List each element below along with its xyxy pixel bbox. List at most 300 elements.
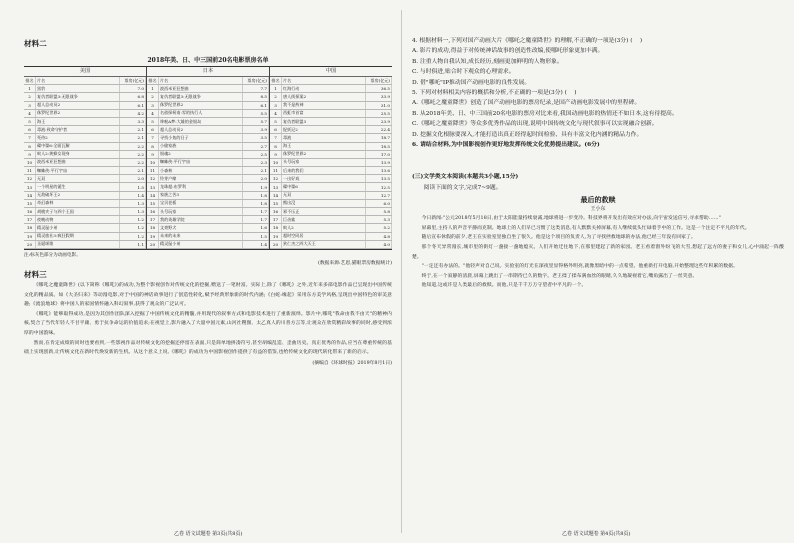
title-cell: 海王 <box>36 117 120 125</box>
box-office-cell: 13.5 <box>366 175 392 183</box>
title-cell: 捉妖记2 <box>282 126 366 134</box>
rank-cell: 5 <box>270 117 282 125</box>
rank-cell: 11 <box>24 167 36 175</box>
title-cell: 狄仁杰之四大天王 <box>282 240 366 248</box>
rank-cell: 11 <box>270 167 282 175</box>
box-office-cell: 1.1 <box>120 240 146 248</box>
rank-cell: 12 <box>270 175 282 183</box>
table-row <box>24 199 146 207</box>
box-office-cell: 5.7 <box>243 117 269 125</box>
table-row <box>270 93 392 101</box>
rank-cell: 2 <box>24 93 36 101</box>
answer-space[interactable] <box>412 150 784 172</box>
title-cell: 红海行动 <box>282 85 366 93</box>
q4-option: A. 影片的成功,得益于对传统神话故事的创造性改编,使哪吒形象更加丰满。 <box>412 48 604 55</box>
rank-cell: 2 <box>270 93 282 101</box>
table-note: 注:标灰色部分为动画电影。 <box>24 252 81 258</box>
title-cell: 超人总动员2 <box>36 101 120 109</box>
column-header: 片名 <box>159 77 243 85</box>
title-cell: 家族之苦3 <box>159 191 243 199</box>
table-row <box>270 216 392 224</box>
left-footer: 乙卷 语文试题卷 第3页(共8页) <box>174 531 243 537</box>
column-header: 票房(亿元) <box>366 77 392 85</box>
table-row <box>270 191 392 199</box>
title-cell: 未来的未来 <box>159 232 243 240</box>
box-office-cell: 23.9 <box>366 117 392 125</box>
rank-cell: 3 <box>24 101 36 109</box>
box-office-cell: 25.5 <box>366 109 392 117</box>
column-header: 排名 <box>147 77 159 85</box>
rank-cell: 4 <box>24 109 36 117</box>
box-office-cell: 1.4 <box>120 191 146 199</box>
table-row <box>270 240 392 248</box>
rank-cell: 15 <box>270 199 282 207</box>
box-office-cell: 18.5 <box>366 142 392 150</box>
rank-cell: 10 <box>270 158 282 166</box>
box-office-tables <box>24 66 392 250</box>
story-paragraph: 终于,在一个寂静的清晨,屏幕上跳出了一串期待已久的数字。老王揉了揉布满血丝的眼睛,久久地凝视着它,嘴角露出了一丝笑意。 <box>421 273 698 279</box>
title-cell: 熊出没 <box>282 199 366 207</box>
table-row <box>24 216 146 224</box>
table-row <box>270 117 392 125</box>
box-office-cell: 5.5 <box>243 109 269 117</box>
rank-cell: 5 <box>147 117 159 125</box>
table-row <box>24 240 146 248</box>
country-name: 日本 <box>147 67 269 77</box>
rank-cell: 15 <box>147 199 159 207</box>
title-cell: 一个明星的诞生 <box>36 183 120 191</box>
rank-cell: 6 <box>24 126 36 134</box>
box-office-cell: 6.8 <box>120 93 146 101</box>
column-header: 票房(亿元) <box>120 77 146 85</box>
rank-cell: 20 <box>270 240 282 248</box>
rank-cell: 6 <box>147 126 159 134</box>
box-office-cell: 17.0 <box>366 150 392 158</box>
table-row <box>24 134 146 142</box>
title-cell: 龙珠超:布罗利 <box>159 183 243 191</box>
box-office-cell: 4.0 <box>366 240 392 248</box>
ranking-table <box>24 77 146 249</box>
q5-option: C.《哪吒之魔童降世》等众多优秀作品的出现,说明中国传统文化与现代叙事可以实现融合创新。 <box>412 121 658 128</box>
box-office-cell: 22.4 <box>366 126 392 134</box>
title-cell: 邪不压正 <box>282 208 366 216</box>
column-header: 片名 <box>36 77 120 85</box>
section3-title: (三)文学类文本阅读(本题共3小题,15分) <box>412 174 519 181</box>
rank-cell: 7 <box>270 134 282 142</box>
q5-option: B. 从2018年美、日、中三国前20名电影的票房对比来看,我国动画电影的热情还不如日本,这有待提高。 <box>412 110 678 117</box>
title-cell: 无双 <box>282 191 366 199</box>
title-cell: 碟中谍6:全面瓦解 <box>36 142 120 150</box>
title-cell: 超人总动员2 <box>159 126 243 134</box>
rank-cell: 1 <box>147 85 159 93</box>
rank-cell: 10 <box>24 158 36 166</box>
table-row <box>270 175 392 183</box>
ranking-table <box>270 77 392 249</box>
story-author: 王小东 <box>590 206 606 213</box>
column-header: 票房(亿元) <box>243 77 269 85</box>
box-office-cell: 3.3 <box>120 117 146 125</box>
title-cell: 蜘蛛侠:平行宇宙 <box>36 167 120 175</box>
question-4-stem <box>412 36 784 46</box>
title-cell: 海王 <box>282 142 366 150</box>
box-office-cell: 2.2 <box>120 150 146 158</box>
table-row <box>147 175 269 183</box>
story-paragraph: 随后宣布休假的前夕,老王在实验室里独自坐了很久。他是这个项目的负责人,为了寻找拯救地球的办法,他已经三年没有回家了。 <box>421 235 696 241</box>
table-row <box>270 224 392 232</box>
answer-bracket[interactable]: ( ) <box>564 90 577 97</box>
title-cell: 夜晚动物 <box>36 216 120 224</box>
table-row <box>270 183 392 191</box>
box-office-cell: 2.1 <box>120 126 146 134</box>
country-name: 中国 <box>270 67 392 77</box>
box-office-cell: 18.7 <box>366 134 392 142</box>
title-cell: 我不是药神 <box>282 101 366 109</box>
rank-cell: 1 <box>24 85 36 93</box>
table-title: 2018年美、日、中三国前20名电影票房名单 <box>147 57 269 64</box>
question-6-stem: 6. 请结合材料,为中国影视创作更好地发挥传统文化优势提出建议。(6分) <box>412 142 600 149</box>
table-row <box>147 167 269 175</box>
table-row <box>270 208 392 216</box>
box-office-cell: 3.9 <box>243 126 269 134</box>
rank-cell: 8 <box>147 142 159 150</box>
rank-cell: 7 <box>24 134 36 142</box>
table-row <box>24 175 146 183</box>
box-office-cell: 1.7 <box>243 208 269 216</box>
table-row <box>147 85 269 93</box>
table-row <box>24 109 146 117</box>
table-row <box>24 232 146 240</box>
rank-cell: 19 <box>24 232 36 240</box>
box-office-cell: 1.8 <box>243 199 269 207</box>
title-cell: 巨齿鲨 <box>282 216 366 224</box>
title-cell: 无双 <box>36 175 120 183</box>
table-row <box>24 93 146 101</box>
title-cell: 碟中谍6 <box>282 183 366 191</box>
title-cell: 精灵鼠小弟 <box>159 240 243 248</box>
material3-label: 材料三 <box>24 269 47 279</box>
title-cell: 银魂2 <box>159 150 243 158</box>
box-office-cell: 2.0 <box>120 175 146 183</box>
title-cell: 精灵鼠小弟 <box>36 224 120 232</box>
table-row <box>147 150 269 158</box>
box-office-cell: 7.7 <box>243 85 269 93</box>
table-row <box>270 232 392 240</box>
rank-cell: 17 <box>24 216 36 224</box>
box-office-cell: 1.6 <box>243 224 269 232</box>
table-row <box>24 101 146 109</box>
title-cell: 复仇者联盟3:无限战争 <box>159 93 243 101</box>
rank-cell: 18 <box>270 224 282 232</box>
rank-cell: 15 <box>24 199 36 207</box>
rank-cell: 18 <box>24 224 36 232</box>
box-office-cell: 1.7 <box>243 216 269 224</box>
title-cell: 胡桃夹子与四个王国 <box>36 208 120 216</box>
table-row <box>270 101 392 109</box>
rank-cell: 8 <box>24 142 36 150</box>
rank-cell: 18 <box>147 224 159 232</box>
table-row <box>270 158 392 166</box>
box-office-cell: 5.2 <box>366 224 392 232</box>
rank-cell: 17 <box>270 216 282 224</box>
title-cell: 一出好戏 <box>282 175 366 183</box>
rank-cell: 6 <box>270 126 282 134</box>
page-divider <box>401 10 402 533</box>
story-paragraph: "一定还有办法的。"他轻声对自己说。实验室的灯光在深夜里显得格外明亮,就像黑暗中的一点希望。他重新打开电脑,开始整理这些年积累的数据。 <box>421 264 738 270</box>
table-row <box>24 142 146 150</box>
rank-cell: 12 <box>147 175 159 183</box>
story-paragraph: 屏幕里,主持人的声音平静而克制。地球上的人们早已习惯了这类消息,有人默默关掉屏幕,有人继续低头忙碌着手中的工作。这是一个注定不平凡的年代。 <box>421 225 750 231</box>
material3-paragraph: 《哪吒》能够取得成功,是因为其创作团队深入挖掘了中国传统文化的精髓,并用现代的叙事方式和电影技术进行了重新演绎。影片中,哪吒"我命由我不由天"的精神内核,契合了当代年轻人不甘平庸、勇于抗争命运的价值追求;在视觉上,影片融入了大量中国元素,山河社稷图、太乙真人的川普方言等,让观众在欣赏精彩故事的同时,感受到浓厚的中国韵味。 <box>24 311 392 336</box>
box-office-cell: 1.3 <box>120 199 146 207</box>
box-office-cell: 12.7 <box>366 191 392 199</box>
q5-stem-text: 5. 下列对材料相关内容的概括和分析,不正确的一项是(3分) <box>412 90 563 97</box>
table-row <box>147 117 269 125</box>
table-row <box>24 126 146 134</box>
rank-cell: 7 <box>147 134 159 142</box>
rank-cell: 11 <box>147 167 159 175</box>
rank-cell: 13 <box>147 183 159 191</box>
box-office-cell: 1.4 <box>243 240 269 248</box>
table-row <box>147 126 269 134</box>
title-cell: 复仇者联盟3 <box>282 117 366 125</box>
box-office-cell: 2.1 <box>120 134 146 142</box>
box-office-cell: 2.1 <box>243 167 269 175</box>
country-name: 美国 <box>24 67 146 77</box>
title-cell: 小森林 <box>159 167 243 175</box>
story-title: 最后的救赎 <box>580 195 616 205</box>
title-cell: 奇幻森林 <box>36 199 120 207</box>
table-row <box>147 224 269 232</box>
title-cell: 小偷家族 <box>159 142 243 150</box>
table-row <box>24 183 146 191</box>
material3-paragraph: 然而,在肯定成绩的同时也要看到,一些影视作品对传统文化的挖掘还停留在表面,只是简单地拼凑符号,甚至胡编乱造、歪曲历史。真正优秀的作品,应当在尊重传统的基础上实现创新,让传统文化在新时代焕发新的生机。从这个意义上说,《哪吒》的成功为中国影视创作提供了有益的借鉴,也给传统文化的现代转化带来了新的启示。 <box>24 340 392 356</box>
title-cell: 头号玩家 <box>159 208 243 216</box>
column-header: 排名 <box>270 77 282 85</box>
country-table-1 <box>146 67 269 249</box>
title-cell: 侏罗纪世界2 <box>282 150 366 158</box>
country-table-2 <box>269 67 392 249</box>
table-row <box>147 183 269 191</box>
box-office-cell: 1.2 <box>120 224 146 232</box>
section3-instruction: 阅读下面的文字,完成7~9题。 <box>423 184 502 191</box>
box-office-cell: 1.3 <box>120 208 146 216</box>
box-office-cell: 6.1 <box>120 101 146 109</box>
table-row <box>147 134 269 142</box>
box-office-cell: 2.7 <box>243 142 269 150</box>
rank-cell: 9 <box>270 150 282 158</box>
title-cell: 我的英雄学院 <box>159 216 243 224</box>
title-cell: 黑豹 <box>36 85 120 93</box>
box-office-cell: 6.0 <box>366 199 392 207</box>
title-cell: 文豪野犬 <box>159 224 243 232</box>
table-row <box>24 158 146 166</box>
title-cell: 精灵旅社3:疯狂假期 <box>36 232 120 240</box>
rank-cell: 16 <box>270 208 282 216</box>
story-paragraph: 那个冬天异常漫长,城市里的街灯一盏接一盏地熄灭。人们开始迁往地下,在那里建起了新的家园。老王看着窗外纷飞的大雪,想起了远方的妻子和女儿,心中涌起一阵酸楚。 <box>412 245 784 260</box>
box-office-cell: 7.0 <box>120 85 146 93</box>
material3-paragraph: 《哪吒之魔童降世》(以下简称《哪吒》)的成功,为整个影视创作对传统文化的挖掘,赠送了一笔财富。实际上,除了《哪吒》之外,近年来多部电影作品已呈现出中国传统文化的精品质。如《大圣归来》等动漫电影,对于中国的神话故事进行了创造性转化,赋予经典形象新的时代内涵;《白蛇:缘起》采用东方美学风格,呈现出中国特色的审美意趣;《流浪地球》将中国人的家国情怀融入科幻叙事,获得了观众的广泛认可。 <box>24 282 392 308</box>
table-row <box>24 85 146 93</box>
box-office-cell: 31.0 <box>366 101 392 109</box>
table-row <box>24 224 146 232</box>
box-office-cell: 2.3 <box>243 158 269 166</box>
box-office-cell: 33.9 <box>366 93 392 101</box>
box-office-cell: 2.1 <box>120 167 146 175</box>
table-header-row <box>147 77 269 85</box>
q4-option: C. 与时俱进,贴合时下观众的心理需求。 <box>412 69 515 76</box>
table-row <box>147 232 269 240</box>
box-office-cell: 1.2 <box>120 232 146 240</box>
q5-option: D. 挖掘文化根脉要深入,才能打造出真正经得起时间检验、具有丰富文化内涵的精品力作。 <box>412 131 643 138</box>
box-office-cell: 5.8 <box>366 208 392 216</box>
table-row <box>270 142 392 150</box>
box-office-cell: 13.9 <box>366 158 392 166</box>
country-table-0 <box>24 67 146 249</box>
rank-cell: 13 <box>270 183 282 191</box>
title-cell: 侏罗纪世界2 <box>36 109 120 117</box>
rank-cell: 10 <box>147 158 159 166</box>
title-cell: 蚁人2:黄蜂女现身 <box>36 150 120 158</box>
q4-stem-text: 4. 根据材料一,下列对国产动画大片《哪吒之魔童降世》的理解,不正确的一项是(3分) <box>412 38 629 44</box>
title-cell: 波西米亚狂想曲 <box>36 158 120 166</box>
title-cell: 毒液:致命守护者 <box>36 126 120 134</box>
table-row <box>270 199 392 207</box>
answer-bracket[interactable]: ( ) <box>630 38 643 44</box>
table-row <box>270 109 392 117</box>
title-cell: 复仇者联盟3:无限战争 <box>36 93 120 101</box>
title-cell: 无敌破坏王2 <box>36 191 120 199</box>
title-cell: 寻找小鱼的日子 <box>159 134 243 142</box>
table-row <box>147 199 269 207</box>
table-row <box>24 208 146 216</box>
rank-cell: 8 <box>270 142 282 150</box>
box-office-cell: 1.2 <box>120 216 146 224</box>
title-cell: 西虹市首富 <box>282 109 366 117</box>
table-row <box>147 142 269 150</box>
q4-option: B. 注重人物自我认知,成长经历,刻画更加鲜明的人物形象。 <box>412 58 563 65</box>
table-row <box>147 93 269 101</box>
column-header: 片名 <box>282 77 366 85</box>
box-office-cell: 2.2 <box>120 142 146 150</box>
title-cell: 唐人街探案2 <box>282 93 366 101</box>
table-row <box>24 191 146 199</box>
box-office-cell: 4.2 <box>120 109 146 117</box>
title-cell: 圣诞颂歌 <box>36 240 120 248</box>
box-office-cell: 13.6 <box>366 167 392 175</box>
table-row <box>270 85 392 93</box>
right-page <box>412 0 784 543</box>
box-office-cell: 2.2 <box>120 158 146 166</box>
table-row <box>147 240 269 248</box>
table-row <box>147 208 269 216</box>
box-office-cell: 3.5 <box>243 134 269 142</box>
box-office-cell: 36.5 <box>366 85 392 93</box>
table-header-row <box>270 77 392 85</box>
story-paragraph: 今日新闻:"公元2018年5月18日,由于太阳能量持续衰减,地球将进一步变冷。科技界将开发出有效应对办法,向宇宙发送信号,寻求帮助……" <box>421 216 721 222</box>
rank-cell: 13 <box>24 183 36 191</box>
rank-cell: 19 <box>147 232 159 240</box>
story-paragraph: 他知道,这或许是人类最后的救赎。而他,只是千千万万守望者中平凡的一个。 <box>421 283 587 289</box>
rank-cell: 19 <box>270 232 282 240</box>
table-row <box>147 101 269 109</box>
box-office-cell: 12.5 <box>366 183 392 191</box>
column-header: 排名 <box>24 77 36 85</box>
box-office-cell: 2.5 <box>243 150 269 158</box>
box-office-cell: 5.3 <box>366 216 392 224</box>
rank-cell: 16 <box>147 208 159 216</box>
q5-option: A.《哪吒之魔童降世》创造了国产动画电影的票房纪录,是国产动画电影发展中的里程碑。 <box>412 100 641 107</box>
ranking-table <box>147 77 269 249</box>
rank-cell: 17 <box>147 216 159 224</box>
title-cell: 后来的我们 <box>282 167 366 175</box>
box-office-cell: 1.8 <box>243 191 269 199</box>
table-row <box>270 126 392 134</box>
box-office-cell: 1.5 <box>243 232 269 240</box>
table-row <box>147 158 269 166</box>
table-row <box>270 150 392 158</box>
rank-cell: 14 <box>147 191 159 199</box>
box-office-cell: 1.9 <box>243 183 269 191</box>
rank-cell: 2 <box>147 93 159 101</box>
question-5-stem <box>412 88 784 98</box>
table-row <box>147 109 269 117</box>
rank-cell: 3 <box>147 101 159 109</box>
title-cell: 铃芽户缔 <box>159 175 243 183</box>
title-cell: 蜘蛛侠:平行宇宙 <box>159 158 243 166</box>
right-footer: 乙卷 语文试题卷 第4页(共8页) <box>562 531 631 537</box>
title-cell: 头号玩家 <box>282 158 366 166</box>
article-source: (摘编自《环球时报》2019年8月1日) <box>312 360 392 366</box>
rank-cell: 20 <box>24 240 36 248</box>
q4-option: D. 借"哪吒"IP推动国产动画电影的良性发展。 <box>412 79 531 86</box>
table-row <box>24 167 146 175</box>
material2-label: 材料二 <box>24 39 47 48</box>
title-cell: 毒液 <box>282 134 366 142</box>
rank-cell: 1 <box>270 85 282 93</box>
table-row <box>24 150 146 158</box>
rank-cell: 5 <box>24 117 36 125</box>
box-office-cell: 1.5 <box>120 183 146 191</box>
title-cell: 侏罗纪世界2 <box>159 101 243 109</box>
title-cell: 宝贝老板 <box>159 199 243 207</box>
rank-cell: 9 <box>147 150 159 158</box>
title-cell: 蚁人2 <box>282 224 366 232</box>
rank-cell: 16 <box>24 208 36 216</box>
rank-cell: 3 <box>270 101 282 109</box>
box-office-cell: 8.5 <box>243 93 269 101</box>
table-row <box>24 117 146 125</box>
rank-cell: 4 <box>270 109 282 117</box>
table-header-row <box>24 77 146 85</box>
rank-cell: 20 <box>147 240 159 248</box>
rank-cell: 14 <box>24 191 36 199</box>
table-row <box>147 191 269 199</box>
box-office-cell: 4.8 <box>366 232 392 240</box>
title-cell: 超时空同居 <box>282 232 366 240</box>
rank-cell: 4 <box>147 109 159 117</box>
table-row <box>147 216 269 224</box>
table-row <box>270 167 392 175</box>
box-office-cell: 2.0 <box>243 175 269 183</box>
title-cell: 哆啦A梦:大雄的金银岛 <box>159 117 243 125</box>
left-page <box>24 0 392 543</box>
rank-cell: 9 <box>24 150 36 158</box>
rank-cell: 14 <box>270 191 282 199</box>
table-row <box>270 134 392 142</box>
box-office-cell: 6.1 <box>243 101 269 109</box>
title-cell: 死侍2 <box>36 134 120 142</box>
title-cell: 波西米亚狂想曲 <box>159 85 243 93</box>
